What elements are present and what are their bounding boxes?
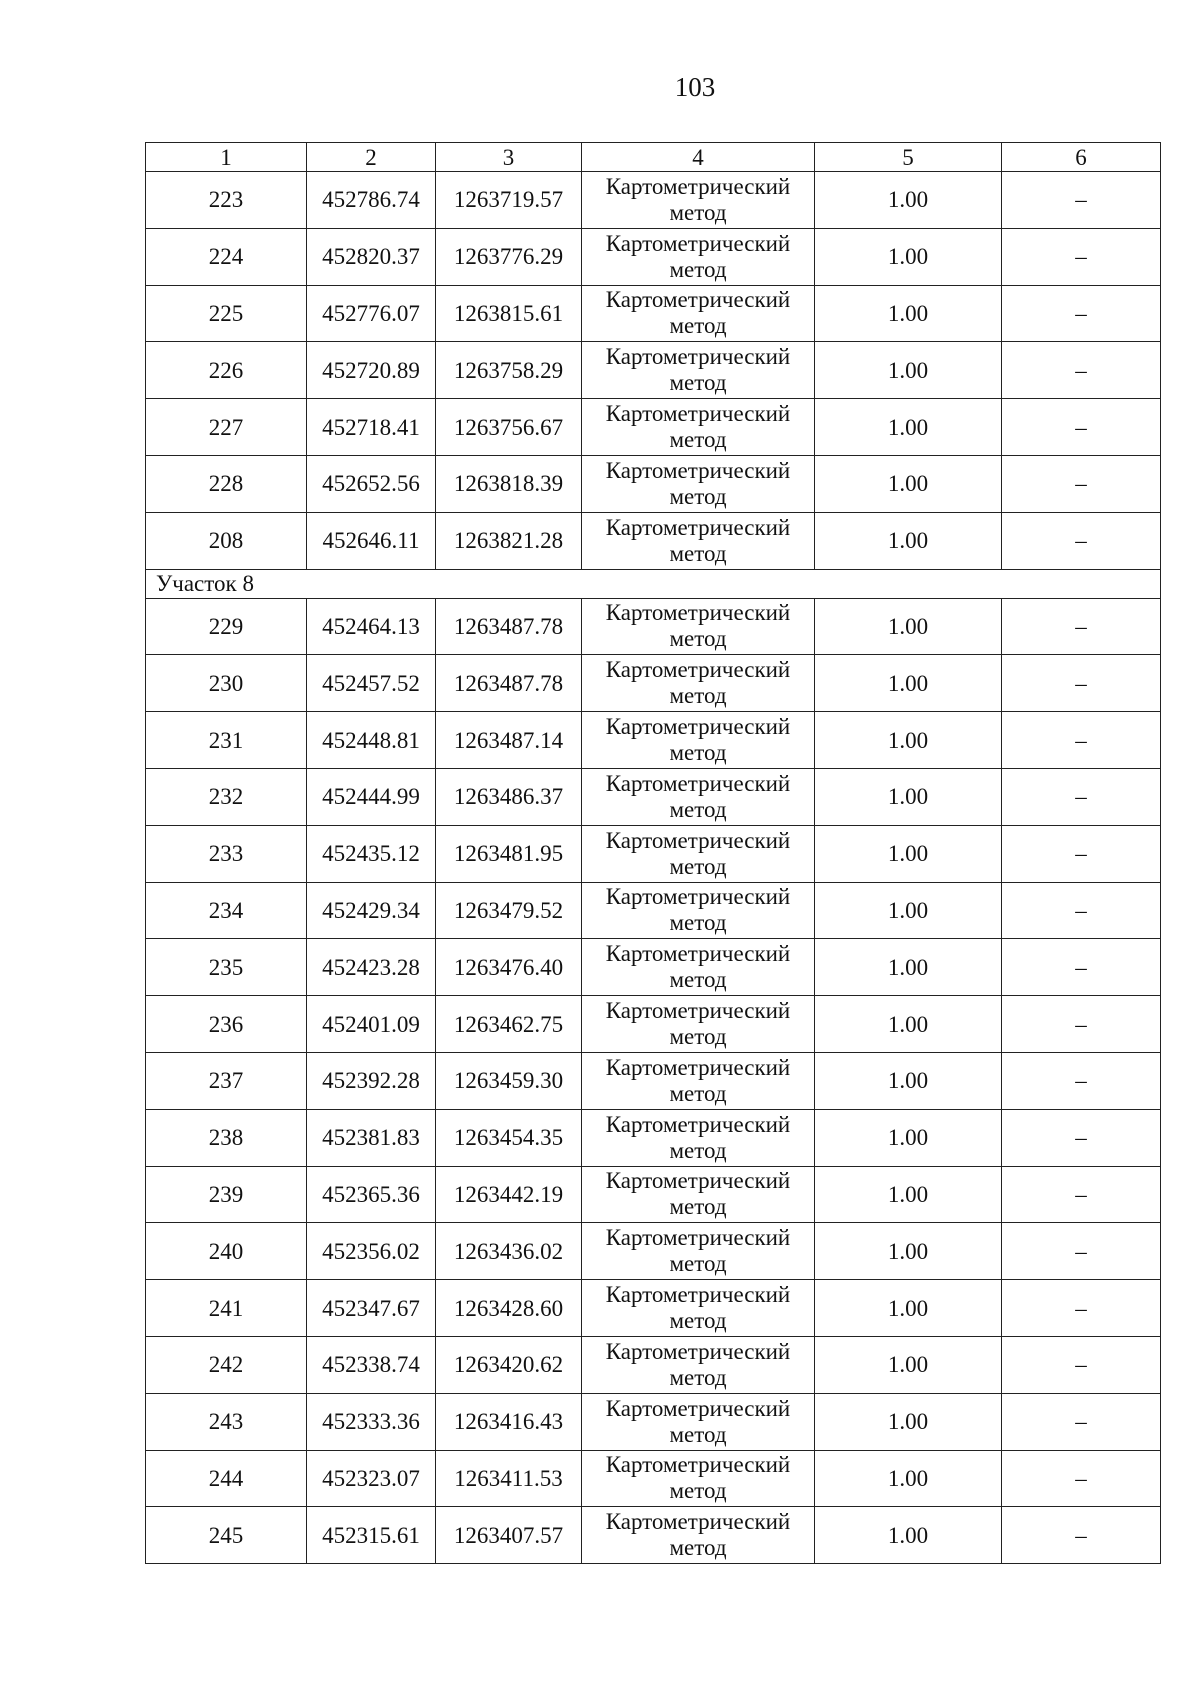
method-cell bbox=[582, 1280, 815, 1337]
table-row bbox=[146, 598, 1161, 655]
description-cell: – bbox=[1002, 1280, 1161, 1337]
description-cell: – bbox=[1002, 1052, 1161, 1109]
point-number-cell: 232 bbox=[146, 768, 307, 825]
method-line-1: Картометрический bbox=[605, 173, 791, 199]
accuracy-cell: 1.00 bbox=[815, 1280, 1002, 1337]
point-number-cell: 244 bbox=[146, 1450, 307, 1507]
point-number-cell: 241 bbox=[146, 1280, 307, 1337]
x-coordinate-cell: 452435.12 bbox=[307, 825, 436, 882]
y-coordinate-cell: 1263487.78 bbox=[436, 598, 582, 655]
method-line-2: метод bbox=[669, 1024, 727, 1050]
table-row bbox=[146, 939, 1161, 996]
method-cell bbox=[582, 1507, 815, 1564]
description-cell: – bbox=[1002, 712, 1161, 769]
y-coordinate-cell: 1263758.29 bbox=[436, 342, 582, 399]
description-cell: – bbox=[1002, 1393, 1161, 1450]
accuracy-cell: 1.00 bbox=[815, 1393, 1002, 1450]
method-line-2: метод bbox=[669, 1364, 727, 1390]
point-number-cell: 238 bbox=[146, 1109, 307, 1166]
method-line-2: метод bbox=[669, 853, 727, 879]
table-row bbox=[146, 228, 1161, 285]
description-cell: – bbox=[1002, 1223, 1161, 1280]
method-line-2: метод bbox=[669, 370, 727, 396]
method-line-2: метод bbox=[669, 683, 727, 709]
point-number-cell: 236 bbox=[146, 996, 307, 1053]
method-line-1: Картометрический bbox=[605, 401, 791, 427]
table-row bbox=[146, 1052, 1161, 1109]
method-line-2: метод bbox=[669, 796, 727, 822]
y-coordinate-cell: 1263436.02 bbox=[436, 1223, 582, 1280]
method-line-1: Картометрический bbox=[605, 287, 791, 313]
method-line-2: метод bbox=[669, 626, 727, 652]
y-coordinate-cell: 1263486.37 bbox=[436, 768, 582, 825]
description-cell: – bbox=[1002, 768, 1161, 825]
method-cell bbox=[582, 768, 815, 825]
method-line-2: метод bbox=[669, 199, 727, 225]
method-cell bbox=[582, 825, 815, 882]
table-row bbox=[146, 1223, 1161, 1280]
y-coordinate-cell: 1263459.30 bbox=[436, 1052, 582, 1109]
description-cell: – bbox=[1002, 939, 1161, 996]
section-row bbox=[146, 569, 1161, 598]
y-coordinate-cell: 1263481.95 bbox=[436, 825, 582, 882]
x-coordinate-cell: 452786.74 bbox=[307, 172, 436, 229]
x-coordinate-cell: 452347.67 bbox=[307, 1280, 436, 1337]
table-row bbox=[146, 1393, 1161, 1450]
table-row bbox=[146, 1450, 1161, 1507]
method-line-1: Картометрический bbox=[605, 998, 791, 1024]
method-cell bbox=[582, 455, 815, 512]
method-cell bbox=[582, 1223, 815, 1280]
method-cell bbox=[582, 399, 815, 456]
x-coordinate-cell: 452444.99 bbox=[307, 768, 436, 825]
section-label: Участок 8 bbox=[146, 569, 1161, 598]
point-number-cell: 223 bbox=[146, 172, 307, 229]
description-cell: – bbox=[1002, 172, 1161, 229]
x-coordinate-cell: 452464.13 bbox=[307, 598, 436, 655]
method-line-1: Картометрический bbox=[605, 884, 791, 910]
point-number-cell: 229 bbox=[146, 598, 307, 655]
point-number-cell: 233 bbox=[146, 825, 307, 882]
accuracy-cell: 1.00 bbox=[815, 172, 1002, 229]
method-line-1: Картометрический bbox=[605, 827, 791, 853]
x-coordinate-cell: 452315.61 bbox=[307, 1507, 436, 1564]
y-coordinate-cell: 1263454.35 bbox=[436, 1109, 582, 1166]
table-row bbox=[146, 712, 1161, 769]
x-coordinate-cell: 452365.36 bbox=[307, 1166, 436, 1223]
accuracy-cell: 1.00 bbox=[815, 1052, 1002, 1109]
coordinates-table bbox=[145, 142, 1161, 1564]
method-cell bbox=[582, 939, 815, 996]
method-cell bbox=[582, 1166, 815, 1223]
description-cell: – bbox=[1002, 228, 1161, 285]
x-coordinate-cell: 452720.89 bbox=[307, 342, 436, 399]
accuracy-cell: 1.00 bbox=[815, 342, 1002, 399]
page-number: 103 bbox=[674, 72, 716, 102]
method-line-2: метод bbox=[669, 1421, 727, 1447]
method-cell bbox=[582, 1336, 815, 1393]
method-cell bbox=[582, 512, 815, 569]
method-cell bbox=[582, 598, 815, 655]
method-line-1: Картометрический bbox=[605, 344, 791, 370]
method-line-2: метод bbox=[669, 427, 727, 453]
y-coordinate-cell: 1263487.78 bbox=[436, 655, 582, 712]
x-coordinate-cell: 452652.56 bbox=[307, 455, 436, 512]
y-coordinate-cell: 1263411.53 bbox=[436, 1450, 582, 1507]
x-coordinate-cell: 452776.07 bbox=[307, 285, 436, 342]
y-coordinate-cell: 1263416.43 bbox=[436, 1393, 582, 1450]
method-line-1: Картометрический bbox=[605, 230, 791, 256]
y-coordinate-cell: 1263476.40 bbox=[436, 939, 582, 996]
method-line-2: метод bbox=[669, 910, 727, 936]
description-cell: – bbox=[1002, 1109, 1161, 1166]
method-cell bbox=[582, 712, 815, 769]
method-line-1: Картометрический bbox=[605, 1282, 791, 1308]
header-cell: 1 bbox=[146, 143, 307, 172]
table-row bbox=[146, 655, 1161, 712]
method-line-1: Картометрический bbox=[605, 770, 791, 796]
y-coordinate-cell: 1263818.39 bbox=[436, 455, 582, 512]
table-row bbox=[146, 285, 1161, 342]
table-row bbox=[146, 172, 1161, 229]
table-row bbox=[146, 1109, 1161, 1166]
table-row bbox=[146, 882, 1161, 939]
accuracy-cell: 1.00 bbox=[815, 825, 1002, 882]
description-cell: – bbox=[1002, 825, 1161, 882]
y-coordinate-cell: 1263756.67 bbox=[436, 399, 582, 456]
accuracy-cell: 1.00 bbox=[815, 598, 1002, 655]
point-number-cell: 225 bbox=[146, 285, 307, 342]
description-cell: – bbox=[1002, 342, 1161, 399]
accuracy-cell: 1.00 bbox=[815, 655, 1002, 712]
y-coordinate-cell: 1263815.61 bbox=[436, 285, 582, 342]
table-row bbox=[146, 1507, 1161, 1564]
method-line-1: Картометрический bbox=[605, 1168, 791, 1194]
method-line-1: Картометрический bbox=[605, 1509, 791, 1535]
y-coordinate-cell: 1263719.57 bbox=[436, 172, 582, 229]
point-number-cell: 242 bbox=[146, 1336, 307, 1393]
description-cell: – bbox=[1002, 996, 1161, 1053]
x-coordinate-cell: 452423.28 bbox=[307, 939, 436, 996]
method-line-1: Картометрический bbox=[605, 657, 791, 683]
x-coordinate-cell: 452457.52 bbox=[307, 655, 436, 712]
accuracy-cell: 1.00 bbox=[815, 399, 1002, 456]
table-row bbox=[146, 768, 1161, 825]
method-line-2: метод bbox=[669, 1137, 727, 1163]
accuracy-cell: 1.00 bbox=[815, 285, 1002, 342]
method-line-1: Картометрический bbox=[605, 514, 791, 540]
x-coordinate-cell: 452429.34 bbox=[307, 882, 436, 939]
method-cell bbox=[582, 1109, 815, 1166]
point-number-cell: 228 bbox=[146, 455, 307, 512]
table-row bbox=[146, 825, 1161, 882]
method-line-1: Картометрический bbox=[605, 1111, 791, 1137]
y-coordinate-cell: 1263462.75 bbox=[436, 996, 582, 1053]
table-row bbox=[146, 399, 1161, 456]
x-coordinate-cell: 452401.09 bbox=[307, 996, 436, 1053]
point-number-cell: 245 bbox=[146, 1507, 307, 1564]
method-cell bbox=[582, 655, 815, 712]
method-cell bbox=[582, 882, 815, 939]
table-header-row bbox=[146, 143, 1161, 172]
method-line-1: Картометрический bbox=[605, 941, 791, 967]
accuracy-cell: 1.00 bbox=[815, 512, 1002, 569]
method-line-2: метод bbox=[669, 967, 727, 993]
table-row bbox=[146, 1280, 1161, 1337]
x-coordinate-cell: 452356.02 bbox=[307, 1223, 436, 1280]
y-coordinate-cell: 1263420.62 bbox=[436, 1336, 582, 1393]
method-line-1: Картометрический bbox=[605, 457, 791, 483]
y-coordinate-cell: 1263479.52 bbox=[436, 882, 582, 939]
y-coordinate-cell: 1263821.28 bbox=[436, 512, 582, 569]
description-cell: – bbox=[1002, 399, 1161, 456]
point-number-cell: 234 bbox=[146, 882, 307, 939]
point-number-cell: 235 bbox=[146, 939, 307, 996]
point-number-cell: 237 bbox=[146, 1052, 307, 1109]
description-cell: – bbox=[1002, 512, 1161, 569]
method-line-2: метод bbox=[669, 1478, 727, 1504]
method-cell bbox=[582, 996, 815, 1053]
method-line-2: метод bbox=[669, 1194, 727, 1220]
accuracy-cell: 1.00 bbox=[815, 996, 1002, 1053]
table-row bbox=[146, 1336, 1161, 1393]
header-cell: 3 bbox=[436, 143, 582, 172]
x-coordinate-cell: 452448.81 bbox=[307, 712, 436, 769]
x-coordinate-cell: 452820.37 bbox=[307, 228, 436, 285]
method-line-2: метод bbox=[669, 1535, 727, 1561]
description-cell: – bbox=[1002, 1507, 1161, 1564]
header-cell: 4 bbox=[582, 143, 815, 172]
accuracy-cell: 1.00 bbox=[815, 882, 1002, 939]
point-number-cell: 208 bbox=[146, 512, 307, 569]
point-number-cell: 231 bbox=[146, 712, 307, 769]
accuracy-cell: 1.00 bbox=[815, 1450, 1002, 1507]
accuracy-cell: 1.00 bbox=[815, 1109, 1002, 1166]
method-line-2: метод bbox=[669, 540, 727, 566]
header-cell: 2 bbox=[307, 143, 436, 172]
method-line-1: Картометрический bbox=[605, 1452, 791, 1478]
description-cell: – bbox=[1002, 455, 1161, 512]
y-coordinate-cell: 1263487.14 bbox=[436, 712, 582, 769]
accuracy-cell: 1.00 bbox=[815, 939, 1002, 996]
point-number-cell: 230 bbox=[146, 655, 307, 712]
method-line-2: метод bbox=[669, 483, 727, 509]
point-number-cell: 243 bbox=[146, 1393, 307, 1450]
accuracy-cell: 1.00 bbox=[815, 455, 1002, 512]
accuracy-cell: 1.00 bbox=[815, 1336, 1002, 1393]
description-cell: – bbox=[1002, 655, 1161, 712]
method-line-1: Картометрический bbox=[605, 1054, 791, 1080]
point-number-cell: 227 bbox=[146, 399, 307, 456]
point-number-cell: 224 bbox=[146, 228, 307, 285]
x-coordinate-cell: 452392.28 bbox=[307, 1052, 436, 1109]
method-cell bbox=[582, 1052, 815, 1109]
method-line-1: Картометрический bbox=[605, 1395, 791, 1421]
accuracy-cell: 1.00 bbox=[815, 1507, 1002, 1564]
method-cell bbox=[582, 228, 815, 285]
method-line-1: Картометрический bbox=[605, 600, 791, 626]
x-coordinate-cell: 452381.83 bbox=[307, 1109, 436, 1166]
table-row bbox=[146, 512, 1161, 569]
description-cell: – bbox=[1002, 1166, 1161, 1223]
x-coordinate-cell: 452646.11 bbox=[307, 512, 436, 569]
x-coordinate-cell: 452718.41 bbox=[307, 399, 436, 456]
method-cell bbox=[582, 172, 815, 229]
y-coordinate-cell: 1263776.29 bbox=[436, 228, 582, 285]
table-row bbox=[146, 1166, 1161, 1223]
point-number-cell: 226 bbox=[146, 342, 307, 399]
method-cell bbox=[582, 285, 815, 342]
method-line-2: метод bbox=[669, 1080, 727, 1106]
point-number-cell: 239 bbox=[146, 1166, 307, 1223]
method-cell bbox=[582, 1450, 815, 1507]
accuracy-cell: 1.00 bbox=[815, 768, 1002, 825]
method-line-2: метод bbox=[669, 256, 727, 282]
header-cell: 5 bbox=[815, 143, 1002, 172]
table-row bbox=[146, 342, 1161, 399]
y-coordinate-cell: 1263407.57 bbox=[436, 1507, 582, 1564]
header-cell: 6 bbox=[1002, 143, 1161, 172]
method-cell bbox=[582, 1393, 815, 1450]
accuracy-cell: 1.00 bbox=[815, 228, 1002, 285]
method-line-2: метод bbox=[669, 313, 727, 339]
x-coordinate-cell: 452333.36 bbox=[307, 1393, 436, 1450]
method-line-2: метод bbox=[669, 1308, 727, 1334]
accuracy-cell: 1.00 bbox=[815, 1223, 1002, 1280]
method-line-2: метод bbox=[669, 1251, 727, 1277]
description-cell: – bbox=[1002, 1450, 1161, 1507]
table-row bbox=[146, 996, 1161, 1053]
x-coordinate-cell: 452323.07 bbox=[307, 1450, 436, 1507]
accuracy-cell: 1.00 bbox=[815, 1166, 1002, 1223]
x-coordinate-cell: 452338.74 bbox=[307, 1336, 436, 1393]
method-line-2: метод bbox=[669, 740, 727, 766]
description-cell: – bbox=[1002, 598, 1161, 655]
point-number-cell: 240 bbox=[146, 1223, 307, 1280]
table-body bbox=[146, 143, 1161, 1564]
method-cell bbox=[582, 342, 815, 399]
method-line-1: Картометрический bbox=[605, 1338, 791, 1364]
accuracy-cell: 1.00 bbox=[815, 712, 1002, 769]
y-coordinate-cell: 1263442.19 bbox=[436, 1166, 582, 1223]
y-coordinate-cell: 1263428.60 bbox=[436, 1280, 582, 1337]
description-cell: – bbox=[1002, 1336, 1161, 1393]
description-cell: – bbox=[1002, 882, 1161, 939]
method-line-1: Картометрический bbox=[605, 714, 791, 740]
method-line-1: Картометрический bbox=[605, 1225, 791, 1251]
description-cell: – bbox=[1002, 285, 1161, 342]
table-row bbox=[146, 455, 1161, 512]
